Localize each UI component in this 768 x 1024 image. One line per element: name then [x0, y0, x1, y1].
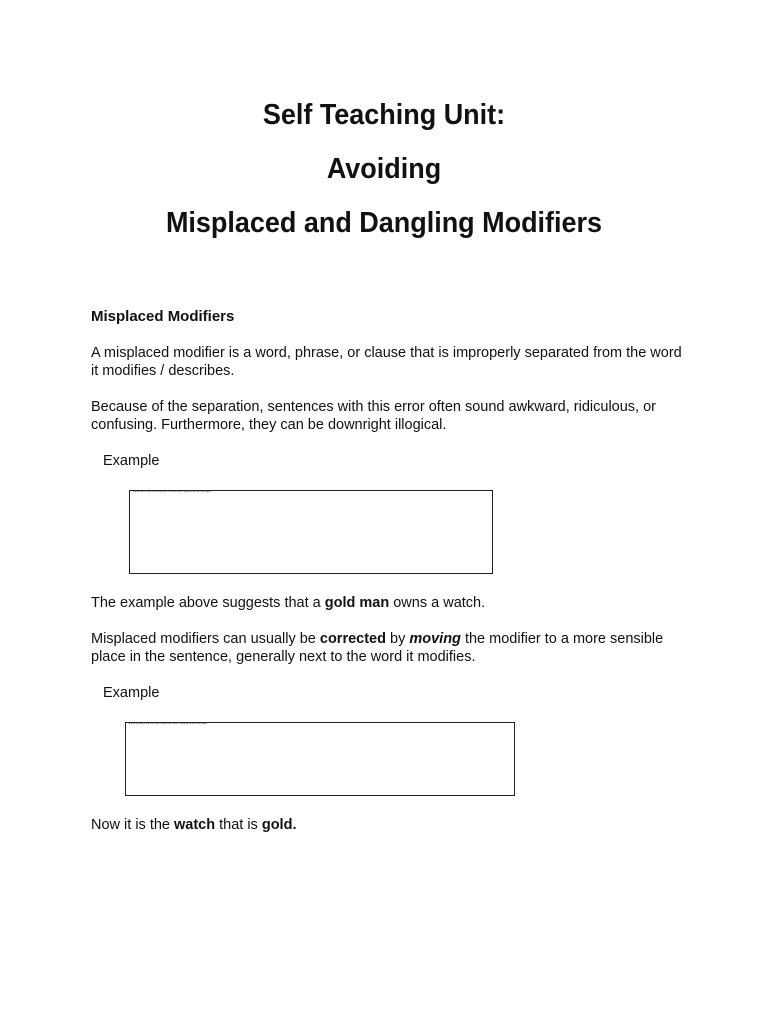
text-segment: Now it is the	[91, 817, 174, 833]
paragraph-explanation: Because of the separation, sentences with this error often sound awkward, ridiculous, or confusing. Furthermore, they can be downright illogical.	[91, 399, 656, 433]
paragraph-correction	[91, 630, 691, 666]
bold-word-corrected: corrected	[319, 631, 386, 647]
document-body	[91, 308, 691, 852]
example-box-2-text: A man wearing a red shirt owns a gold watch who is sitting at the bus stop today	[129, 723, 207, 725]
example-label-1: Example	[103, 453, 160, 469]
paragraph-definition: A misplaced modifier is a word, phrase, or clause that is improperly separated from the word it modifies / describes.	[91, 345, 682, 379]
section-heading: Misplaced Modifiers	[91, 308, 235, 325]
paragraph-example-explanation	[91, 594, 691, 612]
text-segment: The example above suggests that a	[91, 595, 325, 611]
document-title	[0, 88, 768, 250]
text-segment: that is	[215, 817, 262, 833]
text-segment: the modifier to a more sensible place in the sentence, generally next to the word it modifies.	[91, 631, 664, 665]
text-segment: Misplaced modifiers can usually be	[91, 631, 320, 647]
title-line-3: Misplaced and Dangling Modifiers	[165, 207, 603, 239]
title-line-2: Avoiding	[326, 153, 442, 185]
title-line-1: Self Teaching Unit:	[262, 99, 506, 131]
example-box-2	[125, 722, 515, 796]
bold-word-gold: gold.	[261, 817, 297, 833]
bolditalic-word-moving: moving	[409, 631, 461, 647]
example-box-1	[129, 490, 493, 574]
example-box-1-text: A man owns a gold watch wearing a red shirt who is sitting at the bus stop today	[133, 491, 211, 493]
text-segment: by	[385, 631, 410, 647]
paragraph-conclusion	[91, 816, 691, 834]
bold-phrase-gold-man: gold man	[324, 595, 390, 611]
bold-word-watch: watch	[174, 817, 216, 833]
example-label-2: Example	[103, 685, 160, 701]
text-segment: owns a watch.	[389, 595, 486, 611]
